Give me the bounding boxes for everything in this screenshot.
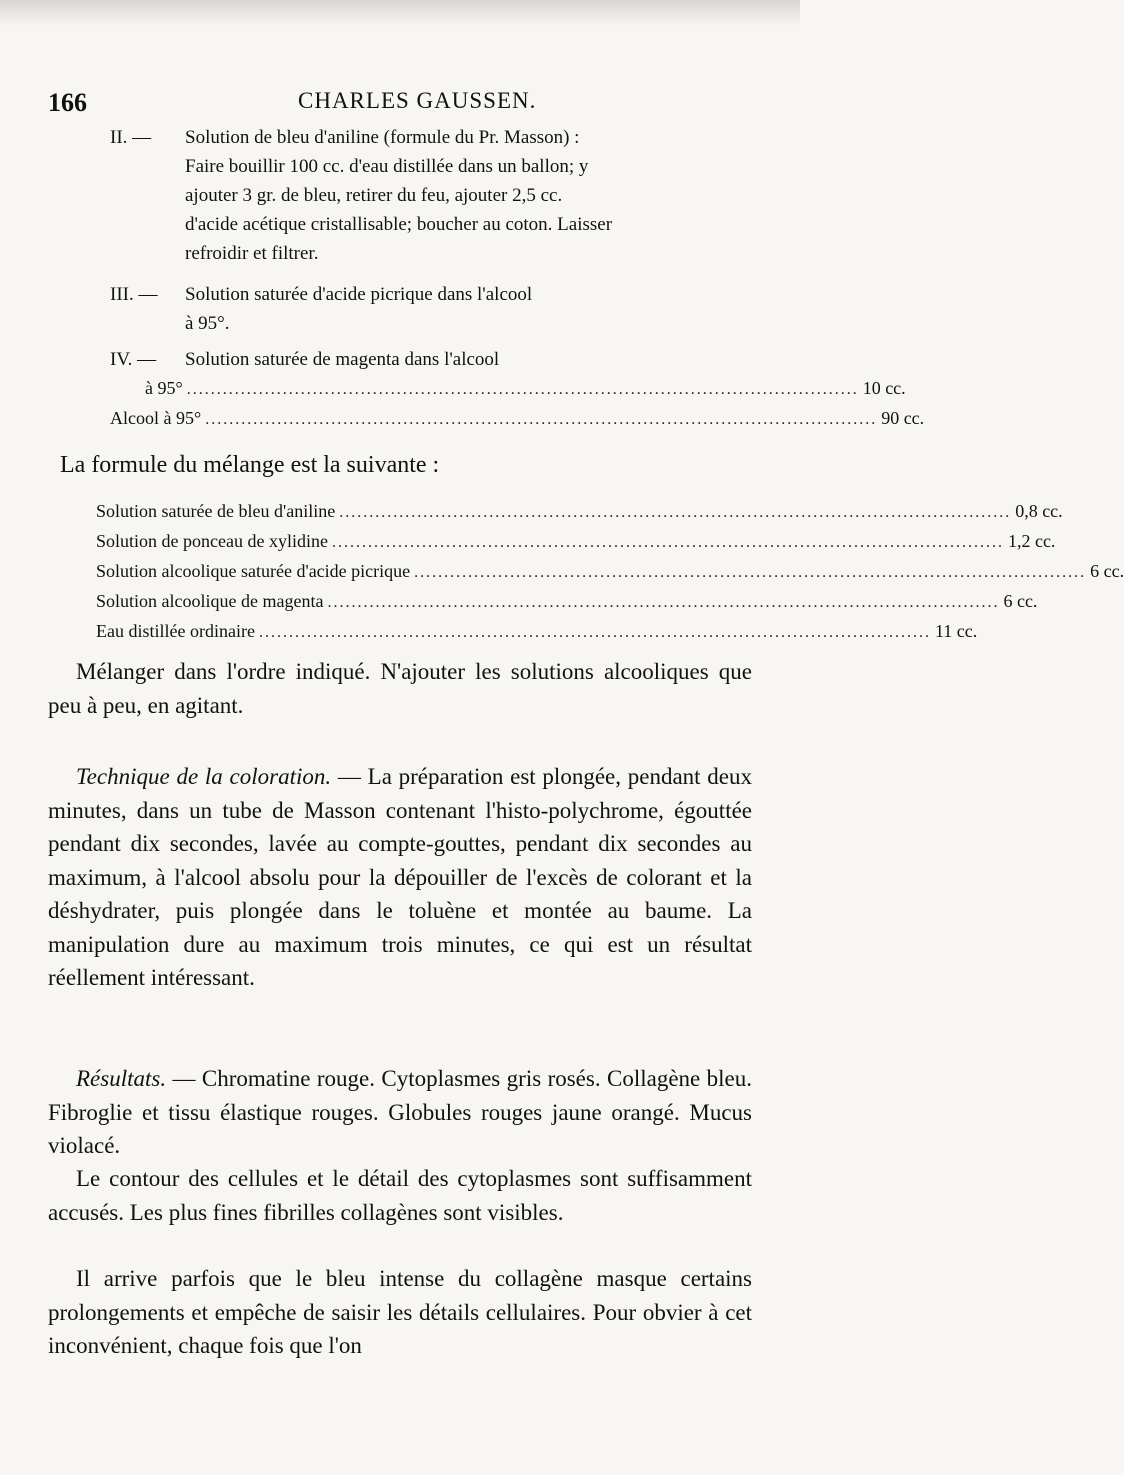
recipe-iv-row-label: à 95° — [145, 378, 183, 398]
leader-dots: ................................................................................................................ — [414, 564, 1087, 581]
recipe-iv-row-value: 10 cc. — [862, 378, 906, 398]
recipe-iii-line: à 95°. — [185, 313, 230, 334]
paragraph-contour — [48, 1162, 752, 1229]
recipe-iv — [110, 345, 925, 434]
recipe-iv-title: Solution saturée de magenta dans l'alcool — [185, 349, 500, 370]
recipe-iii-title: Solution saturée d'acide picrique dans l'alcool — [185, 284, 533, 305]
leader-dots: ................................................................................................................ — [339, 504, 1012, 521]
page-header — [48, 80, 752, 120]
recipe-iii — [110, 280, 710, 338]
recipe-iv-row — [110, 374, 906, 404]
recipe-iv-number: IV. — — [110, 349, 157, 370]
leader-dots: ................................................................................................................ — [205, 411, 878, 428]
mixture-row — [96, 497, 1063, 527]
mixture-value: 0,8 cc. — [1015, 501, 1063, 521]
leader-dots: ................................................................................................................ — [258, 624, 931, 641]
mixture-row — [96, 557, 1124, 587]
recipe-iv-row-label: Alcool à 95° — [110, 408, 202, 428]
running-head: CHARLES GAUSSEN. — [298, 88, 537, 113]
mixture-value: 11 cc. — [934, 621, 978, 641]
recipe-iv-row-value: 90 cc. — [881, 408, 925, 428]
mixture-label: Solution alcoolique de magenta — [96, 591, 324, 611]
page-number: 166 — [48, 88, 87, 117]
resultats-text: — Chromatine rouge. Cytoplasmes gris rosés. Collagène bleu. Fibroglie et tissu élastique rouges. Globules rouges jaune orangé. Mucus violacé. — [48, 1066, 752, 1158]
leader-dots: ................................................................................................................ — [327, 594, 1000, 611]
recipe-ii-line: d'acide acétique cristallisable; boucher au coton. Laisser — [185, 214, 613, 235]
mixture-label: Solution de ponceau de xylidine — [96, 531, 328, 551]
mixture-value: 6 cc. — [1090, 561, 1124, 581]
recipe-ii — [110, 123, 710, 268]
page-top-edge — [0, 0, 800, 26]
recipe-iii-number: III. — — [110, 284, 158, 305]
paragraph-text: Le contour des cellules et le détail des cytoplasmes sont suffisamment accusés. Les plus fines fibrilles collagènes sont visibles. — [48, 1166, 752, 1225]
mixture-intro: La formule du mélange est la suivante : — [60, 452, 440, 478]
mixture-label: Solution alcoolique saturée d'acide picrique — [96, 561, 411, 581]
recipe-ii-line: Faire bouillir 100 cc. d'eau distillée dans un ballon; y — [185, 156, 589, 177]
recipe-ii-line: ajouter 3 gr. de bleu, retirer du feu, ajouter 2,5 cc. — [185, 185, 563, 206]
paragraph-arrive — [48, 1262, 752, 1363]
paragraph-technique — [48, 760, 752, 995]
paragraph-text: Mélanger dans l'ordre indiqué. N'ajouter les solutions alcooliques que peu à peu, en agitant. — [48, 659, 752, 718]
recipe-ii-number: II. — — [110, 127, 152, 148]
recipe-ii-title: Solution de bleu d'aniline (formule du Pr. Masson) : — [185, 127, 580, 148]
mixture-row — [96, 527, 1056, 557]
paragraph-resultats — [48, 1062, 752, 1163]
recipe-ii-line: refroidir et filtrer. — [185, 243, 319, 264]
mixture-table — [96, 497, 1124, 647]
paragraph-text: Il arrive parfois que le bleu intense du collagène masque certains prolongements et empêche de saisir les détails cellulaires. Pour obvier à cet inconvénient, chaque fois que l'on — [48, 1266, 752, 1358]
recipe-iv-row — [110, 404, 925, 434]
resultats-heading: Résultats. — [76, 1066, 167, 1091]
mixture-row — [96, 617, 978, 647]
technique-heading: Technique de la coloration. — [76, 764, 332, 789]
mixture-label: Eau distillée ordinaire — [96, 621, 255, 641]
mixture-row — [96, 587, 1038, 617]
paragraph-melanger — [48, 655, 752, 722]
technique-text: — La préparation est plongée, pendant deux minutes, dans un tube de Masson contenant l'histo-polychrome, égouttée pendant dix secondes, lavée au compte-gouttes, pendant dix secondes au maximum, à l'alcool absolu pour la dépouiller de l'excès de colorant et la déshydrater, puis plongée dans le toluène et montée au baume. La manipulation dure au maximum trois minutes, ce qui est un résultat réellement intéressant. — [48, 764, 753, 990]
mixture-value: 6 cc. — [1003, 591, 1038, 611]
leader-dots: ................................................................................................................ — [186, 381, 859, 398]
mixture-label: Solution saturée de bleu d'aniline — [96, 501, 336, 521]
mixture-value: 1,2 cc. — [1007, 531, 1056, 551]
leader-dots: ................................................................................................................ — [331, 534, 1004, 551]
